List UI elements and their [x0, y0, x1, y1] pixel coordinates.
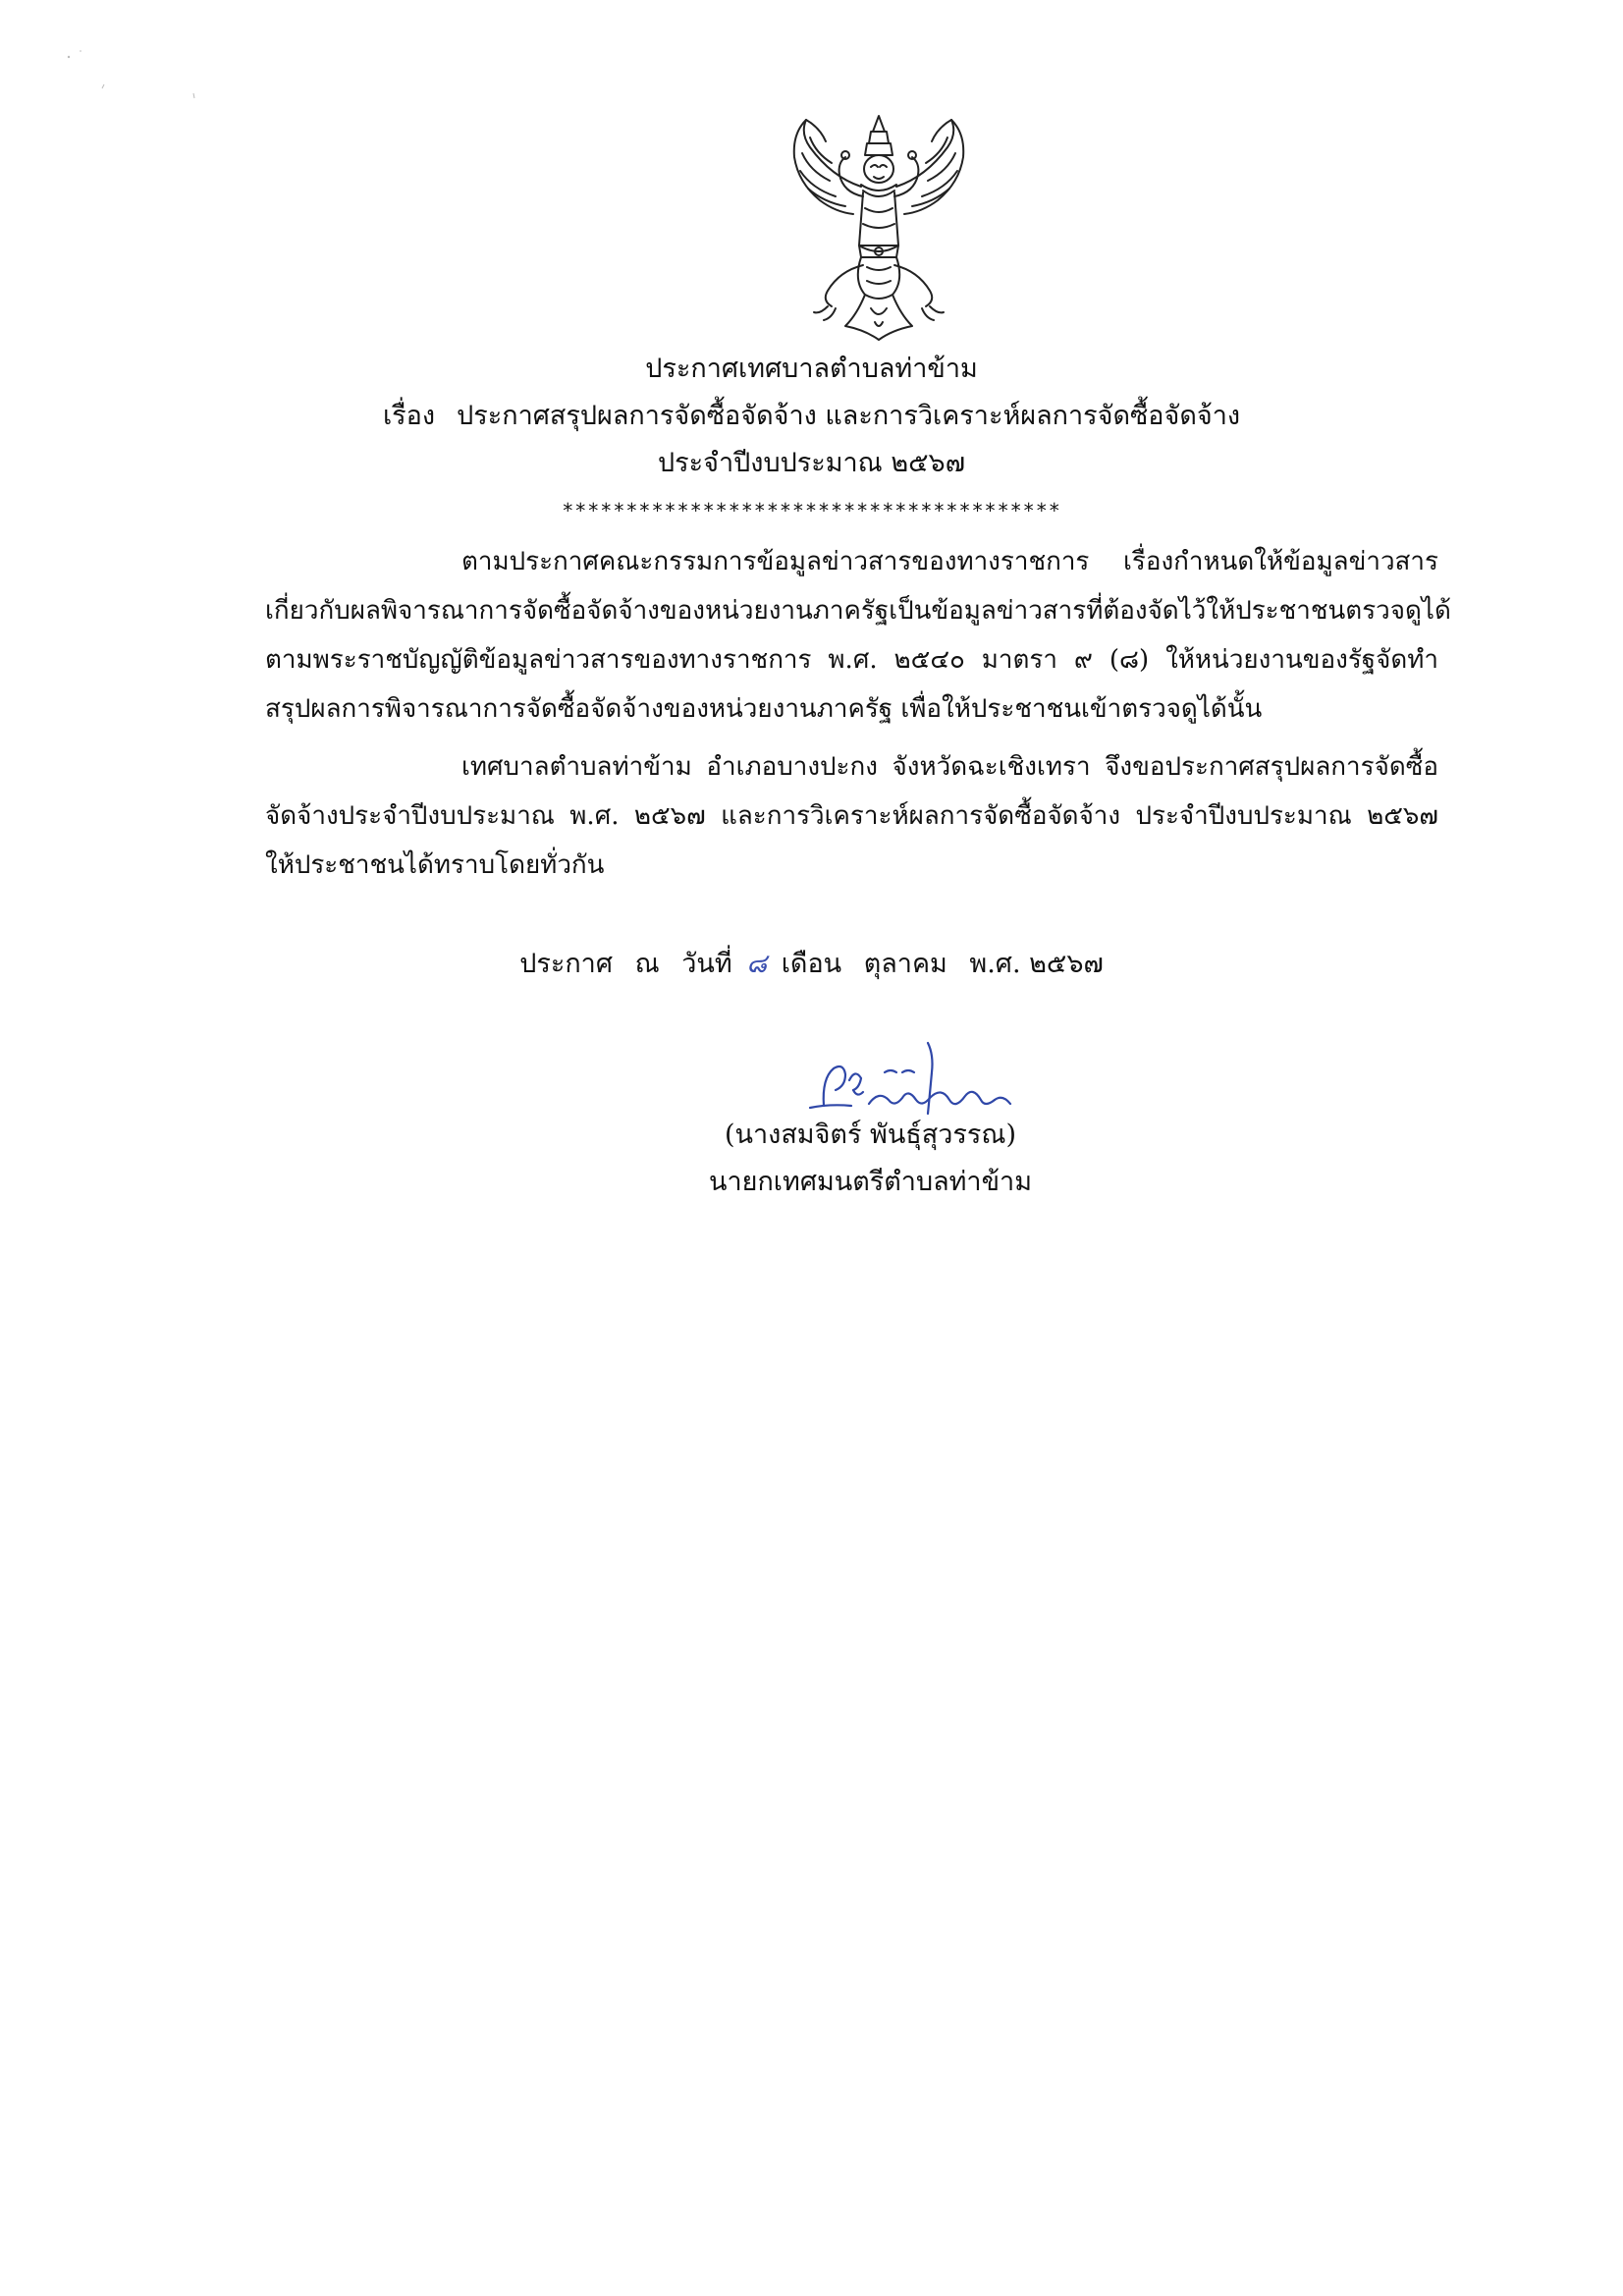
date-prefix: ประกาศ: [519, 949, 613, 979]
subject-label: เรื่อง: [382, 401, 436, 431]
subject-line: [0, 397, 1623, 436]
announcement-date: [0, 945, 1623, 984]
date-year-label: พ.ศ.: [969, 949, 1021, 979]
paragraph-2-line-2: จัดจ้างประจำปีงบประมาณ พ.ศ. ๒๕๖๗ และการวิเคราะห์ผลการจัดซื้อจัดจ้าง ประจำปีงบประมาณ ๒๕๖๗: [265, 801, 1438, 831]
paragraph-1: [265, 537, 1451, 734]
separator-line: ***************************************: [562, 499, 1061, 522]
paragraph-2-line-1: เทศบาลตำบลท่าข้าม อำเภอบางปะกง จังหวัดฉะเชิงเทรา จึงขอประกาศสรุปผลการจัดซื้อ: [461, 752, 1438, 782]
signature-icon: [800, 1039, 1036, 1120]
date-month-label: เดือน: [781, 949, 842, 979]
garuda-emblem-icon: [781, 98, 977, 349]
signatory-position: นายกเทศมนตรีตำบลท่าข้าม: [709, 1167, 1032, 1197]
announcement-title: ประกาศเทศบาลตำบลท่าข้าม: [645, 354, 978, 384]
scan-specks: [59, 39, 216, 108]
date-day-value: ๘: [746, 949, 768, 979]
subject-text: ประกาศสรุปผลการจัดซื้อจัดจ้าง และการวิเคราะห์ผลการจัดซื้อจัดจ้าง: [457, 401, 1241, 431]
paragraph-2-line-3: ให้ประชาชนได้ทราบโดยทั่วกัน: [265, 850, 605, 880]
paragraph-1-line-4: สรุปผลการพิจารณาการจัดซื้อจัดจ้างของหน่วยงานภาครัฐ เพื่อให้ประชาชนเข้าตรวจดูได้นั้น: [265, 694, 1263, 724]
signatory-name: (นางสมจิตร์ พันธุ์สุวรรณ): [724, 1120, 1016, 1150]
fiscal-year-line: ประจำปีงบประมาณ ๒๕๖๗: [658, 448, 965, 478]
paragraph-2: [265, 742, 1438, 890]
date-day-label: วันที่: [681, 949, 732, 979]
date-month-value: ตุลาคม: [863, 949, 947, 979]
date-at: ณ: [634, 949, 660, 979]
paragraph-1-line-3: ตามพระราชบัญญัติข้อมูลข่าวสารของทางราชการ พ.ศ. ๒๕๔๐ มาตรา ๙ (๘) ให้หน่วยงานของรัฐจัดทำ: [265, 645, 1438, 675]
paragraph-1-line-2: เกี่ยวกับผลพิจารณาการจัดซื้อจัดจ้างของหน่วยงานภาครัฐเป็นข้อมูลข่าวสารที่ต้องจัดไว้ให้ประชาชนตรวจดูได้: [265, 596, 1451, 626]
paragraph-1-line-1: ตามประกาศคณะกรรมการข้อมูลข่าวสารของทางราชการ เรื่องกำหนดให้ข้อมูลข่าวสาร: [461, 547, 1438, 576]
date-year-value: ๒๕๖๗: [1029, 949, 1104, 979]
